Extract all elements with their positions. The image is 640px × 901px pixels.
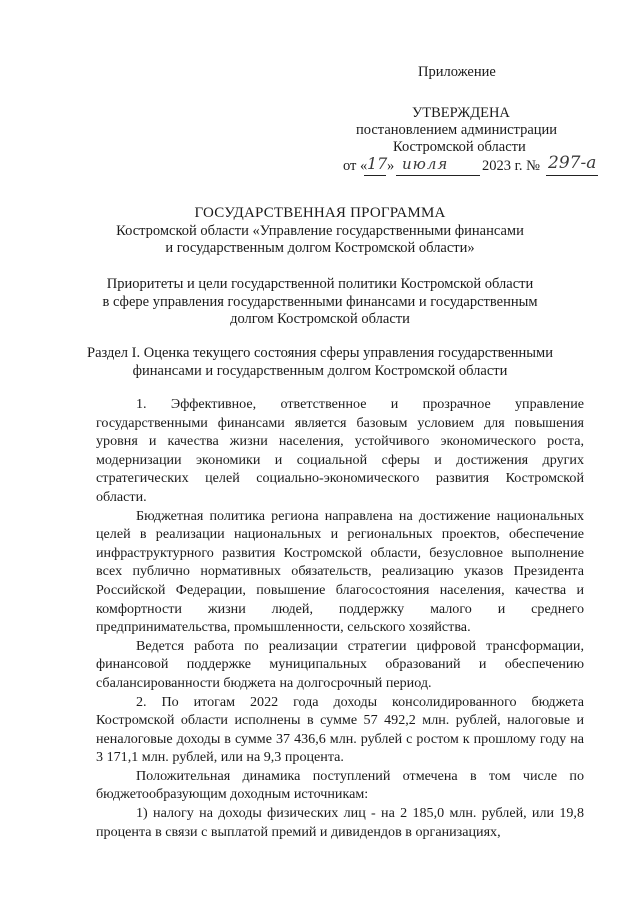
approved-by-line: постановлением администрации <box>356 122 558 138</box>
paragraph-4: 2. По итогам 2022 года доходы консолидированного бюджета Костромской области исполнены в сумме 57 492,2 млн. рублей, налоговые и неналоговые доходы в сумме 37 436,6 млн. рублей с ростом к прошлому году на 3 171,1 млн. рублей, или на 9,3 процента. <box>96 693 584 766</box>
handwritten-number: 297-а <box>548 153 597 173</box>
number-underline <box>546 175 598 176</box>
paragraph-2: Бюджетная политика региона направлена на достижение национальных целей в реализации национальных и региональных проектов, обеспечение инфраструктурного развития Костромской области, безусловное выполнение всех публично нормативных обязательств, реализацию указов Президента Российской Федерации, повышение благосостояния населения, качества и комфортности жизни людей, поддержку малого и среднего предпринимательства, промышленности, сельского хозяйства. <box>96 507 584 636</box>
month-underline <box>396 175 480 176</box>
paragraph-5: Положительная динамика поступлений отмечена в том числе по бюджетообразующим доходным источникам: <box>96 767 584 803</box>
date-quote-close: » <box>387 158 395 174</box>
date-year: 2023 г. № <box>482 158 541 174</box>
approved-region-line: Костромской области <box>393 139 526 155</box>
section-heading-line1: Раздел I. Оценка текущего состояния сферы управления государственными <box>87 345 553 361</box>
paragraph-1: 1. Эффективное, ответственное и прозрачное управление государственными финансами является базовым условием для повышения уровня и качества жизни населения, устойчивого экономического роста, модернизации экономики и социальной сферы и достижения других стратегических целей социально-экономического развития Костромской области. <box>96 396 584 505</box>
day-underline <box>364 175 386 176</box>
section-heading-line2: финансами и государственным долгом Костромской области <box>132 363 508 379</box>
program-name-line2: и государственным долгом Костромской области» <box>165 240 475 256</box>
priorities-line1: Приоритеты и цели государственной политики Костромской области <box>106 276 534 292</box>
paragraph-3: Ведется работа по реализации стратегии цифровой трансформации, финансовой поддержке муниципальных образований и обеспечению сбалансированности бюджета на долгосрочный период. <box>96 637 584 691</box>
program-name-line1: Костромской области «Управление государственными финансами <box>116 223 524 239</box>
paragraph-6: 1) налогу на доходы физических лиц - на 2 185,0 млн. рублей, или 19,8 процента в связи с выплатой премий и дивидендов в организациях, <box>96 805 584 840</box>
date-prefix: от « <box>343 158 368 174</box>
priorities-line2: в сфере управления государственными финансами и государственным <box>102 294 538 310</box>
program-title: ГОСУДАРСТВЕННАЯ ПРОГРАММА <box>194 205 446 221</box>
approved-label: УТВЕРЖДЕНА <box>412 105 510 121</box>
handwritten-day: 17 <box>367 154 388 173</box>
handwritten-month: июля <box>402 155 449 173</box>
body-text <box>96 395 584 841</box>
appendix-label: Приложение <box>418 64 496 80</box>
priorities-line3: долгом Костромской области <box>230 311 410 327</box>
